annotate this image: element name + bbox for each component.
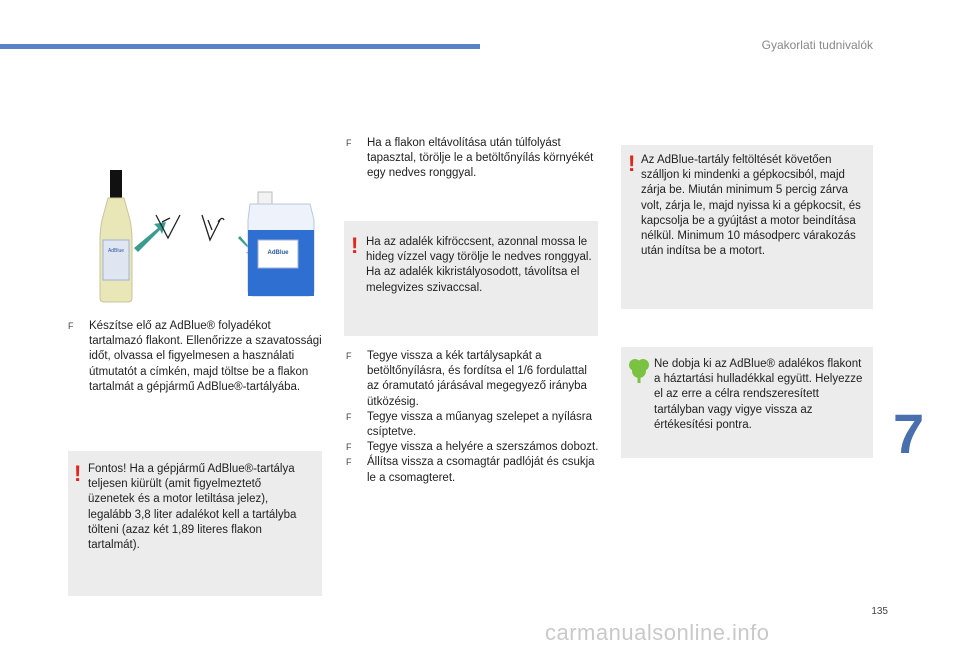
mid-bullets-top (346, 136, 602, 182)
bullet-mark: F (346, 351, 352, 361)
bullet-mark: F (346, 411, 352, 422)
svg-text:AdBlue: AdBlue (107, 248, 125, 254)
svg-text:AdBlue: AdBlue (267, 250, 289, 256)
page-number: 135 (871, 606, 888, 617)
warning-text: Fontos! Ha a gépjármű AdBlue®-tartálya teljesen kiürült (amit figyelmeztető üzenetek és a motor letiltása jelez), legalább 3,8 liter adalékot kell a tartályba tölteni (azaz két 1,89 literes flakon tartalmát). (88, 463, 297, 552)
list-item (68, 319, 324, 395)
bullet-text: Tegye vissza a kék tartálysapkát a betöltőnyílásra, és fordítsa el 1/6 fordulattal az óramutató járásával megegyező irányba ütközésig. (367, 350, 587, 408)
leaf-icon (627, 357, 651, 383)
bullet-text: Készítse elő az AdBlue® folyadékot tartalmazó flakont. Ellenőrizze a szavatossági időt, olvassa el figyelmesen a használati útmutatót a címkén, majd töltse be a flakon tartalmát a gépjármű AdBlue®-tartályába. (89, 320, 322, 393)
list-item (346, 349, 602, 410)
warning-exclamation-icon: ! (628, 151, 636, 176)
bullet-text: Tegye vissza a helyére a szerszámos dobozt. (367, 441, 599, 454)
restart-warning-text: Az AdBlue-tartály feltöltését követően szálljon ki mindenki a gépkocsiból, majd zárja be. Miután minimum 5 percig zárva volt, zárja le, majd nyissa ki a gépkocsit, és kapcsolja be a gyújtást a motor beindítása nélkül. Minimum 10 másodperc várakozás után indítsa be a motort. (641, 154, 861, 258)
spill-warning-box (344, 221, 598, 336)
restart-warning-box (621, 145, 873, 309)
page-header-title: Gyakorlati tudnivalók (761, 38, 873, 52)
bullet-mark: F (346, 457, 352, 468)
warning-exclamation-icon: ! (351, 233, 359, 258)
mid-bullets-bottom (346, 349, 602, 486)
spill-warning-text: Ha az adalék kifröccsent, azonnal mossa le hideg vízzel vagy törölje le nedves ronggyal. Ha az adalék kikristályosodott, távolítsa el melegvizes szivaccsal. (366, 236, 592, 294)
chapter-number: 7 (893, 402, 925, 465)
watermark: carmanualsonline.info (545, 620, 770, 645)
bullet-mark: F (346, 442, 352, 453)
eco-info-box (621, 347, 873, 458)
warning-exclamation-icon: ! (74, 461, 82, 486)
list-item (346, 440, 602, 455)
adblue-bottle-image (100, 170, 132, 302)
eco-info-text: Ne dobja ki az AdBlue® adalékos flakont a háztartási hulladékkal együtt. Helyezze el az erre a célra rendszeresített tartályban vagy vigye vissza az értékesítési pontra. (654, 358, 863, 431)
bullet-text: Ha a flakon eltávolítása után túlfolyást tapasztal, törölje le a betöltőnyílás környékét egy nedves ronggyal. (367, 137, 594, 180)
list-item (346, 455, 602, 485)
left-bullets (68, 319, 324, 395)
adblue-canister-image (248, 192, 314, 296)
bullet-text: Állítsa vissza a csomagtár padlóját és csukja le a csomagteret. (367, 456, 595, 484)
list-item (346, 136, 602, 182)
adblue-illustration (90, 160, 330, 310)
bullet-mark: F (68, 321, 74, 331)
bullet-mark: F (346, 138, 352, 148)
header-bar (0, 44, 480, 49)
warning-box-fill (68, 451, 322, 596)
list-item (346, 410, 602, 440)
bullet-text: Tegye vissza a műanyag szelepet a nyílásra csíptetve. (367, 410, 593, 439)
